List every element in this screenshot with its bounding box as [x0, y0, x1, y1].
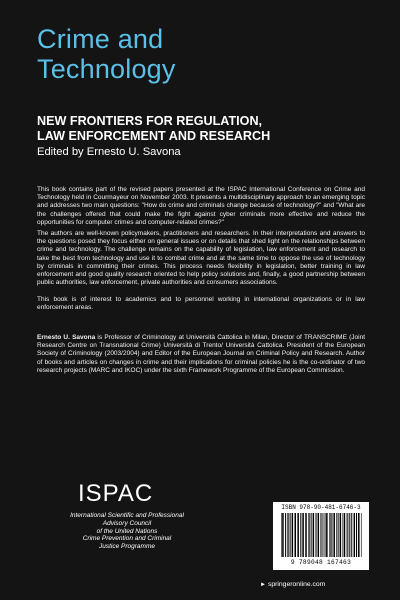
ispac-logo: ISPAC: [78, 480, 154, 507]
description-text-1: This book contains part of the revised papers presented at the ISPAC International Conference on Crime and Technology held in Courmayeur on November 2003. It presents a multidisciplinary approach to an emerging topic and addresses two main questions: "How do crime and criminals change because of technology?" and "What are the challenges offered that could make the fight against cyber criminals more effective and reduce the opportunities for computer crimes and computer-related crimes?": [37, 186, 365, 226]
author-name: Ernesto U. Savona: [37, 334, 96, 341]
ispac-desc-line: International Scientific and Professional: [70, 512, 184, 519]
subtitle-line1: NEW FRONTIERS FOR REGULATION,: [37, 114, 263, 128]
isbn-label: ISBN 978-90-481-6746-3: [281, 504, 361, 511]
barcode: [273, 502, 369, 570]
barcode-bar: [297, 513, 299, 557]
barcode-bar: [326, 513, 328, 557]
barcode-bar: [325, 513, 326, 557]
description-paragraph-2: [37, 230, 365, 287]
barcode-bar: [343, 513, 344, 557]
barcode-bar: [356, 513, 357, 557]
barcode-bar: [288, 513, 289, 557]
barcode-bar: [287, 513, 288, 557]
publisher-website-text: springeronline.com: [267, 581, 326, 588]
editor-credit: Edited by Ernesto U. Savona: [37, 146, 181, 158]
book-subtitle: [37, 114, 270, 144]
book-title-line1: Crime and: [37, 24, 164, 54]
barcode-bar: [281, 513, 282, 557]
barcode-bar: [320, 513, 321, 557]
barcode-bar: [316, 513, 317, 557]
barcode-bar: [344, 513, 346, 557]
barcode-bar: [340, 513, 342, 557]
barcode-bar: [313, 513, 315, 557]
barcode-bar: [351, 513, 352, 557]
ispac-desc-line: Crime Prevention and Criminal: [82, 535, 172, 543]
barcode-bar: [282, 513, 284, 557]
barcode-bar: [333, 513, 335, 557]
author-bio: [37, 334, 365, 375]
barcode-bar: [290, 513, 291, 557]
barcode-bars: [280, 513, 362, 557]
barcode-bar: [311, 513, 312, 557]
ispac-desc-line: Justice Programme: [99, 543, 155, 551]
barcode-bar: [336, 513, 337, 557]
barcode-bar: [318, 513, 320, 557]
barcode-bar: [285, 513, 286, 557]
arrow-right-icon: ►: [260, 582, 266, 588]
barcode-bar: [295, 513, 297, 557]
ispac-desc-line: Advisory Council: [102, 519, 152, 527]
ispac-desc-line: of the United Nations: [96, 527, 158, 535]
description-text-2: The authors are well-known policymakers, practitioners and researchers. In their interpretations and answers to the questions posed they focus either on general issues or on details that shed light on the relationships between crime and technology. The challenge remains on the capability of legislation, law enforcement and research to take the best from technology and use it to combat crime and at the same time to oppose the use of technology by criminals in committing their crimes. This process needs flexibility in legislation, better training in law enforcement and good quality research oriented to help policy solutions and, finally, a good partnership between public authorities, law enforcement, private authorities and consumers associations.: [37, 230, 365, 287]
barcode-bar: [300, 513, 301, 557]
barcode-bar: [323, 513, 324, 557]
book-title-line2: Technology: [37, 54, 176, 84]
barcode-bar: [330, 513, 331, 557]
barcode-bar: [347, 513, 348, 557]
description-paragraph-3: [37, 296, 365, 312]
barcode-bar: [331, 513, 332, 557]
barcode-number: 9 789048 167463: [290, 559, 352, 566]
barcode-bar: [353, 513, 354, 557]
barcode-bar: [302, 513, 304, 557]
subtitle-line2: LAW ENFORCEMENT AND RESEARCH: [37, 129, 271, 143]
publisher-website: [260, 581, 325, 588]
barcode-bar: [309, 513, 310, 557]
barcode-bar: [305, 513, 307, 557]
barcode-bar: [292, 513, 294, 557]
barcode-bar: [308, 513, 309, 557]
description-text-3: This book is of interest to academics and to personnel working in international organizations or in law enforcement areas.: [37, 296, 365, 312]
barcode-bar: [361, 513, 362, 557]
barcode-bar: [354, 513, 355, 557]
barcode-bar: [358, 513, 360, 557]
ispac-description: [62, 512, 192, 551]
book-title: [37, 24, 176, 84]
barcode-bar: [329, 513, 330, 557]
description-paragraph-1: [37, 186, 365, 227]
barcode-bar: [338, 513, 339, 557]
barcode-bar: [349, 513, 350, 557]
barcode-bar: [324, 513, 325, 557]
author-bio-text: is Professor of Criminology at Università Cattolica in Milan, Director of TRANSCRIME (Joint Research Centre on Transnational Crime) Università di Trento/ Università Cattolica. President of the European Society of Criminology (2003/2004) and Editor of the European Journal on Criminal Policy and Research. Author of books and articles on changes in crime and their implications for criminal policies he is the co-ordinator of two research projects (MARC and IKOC) under the sixth Framework Programme of the European Commission.: [37, 334, 366, 374]
